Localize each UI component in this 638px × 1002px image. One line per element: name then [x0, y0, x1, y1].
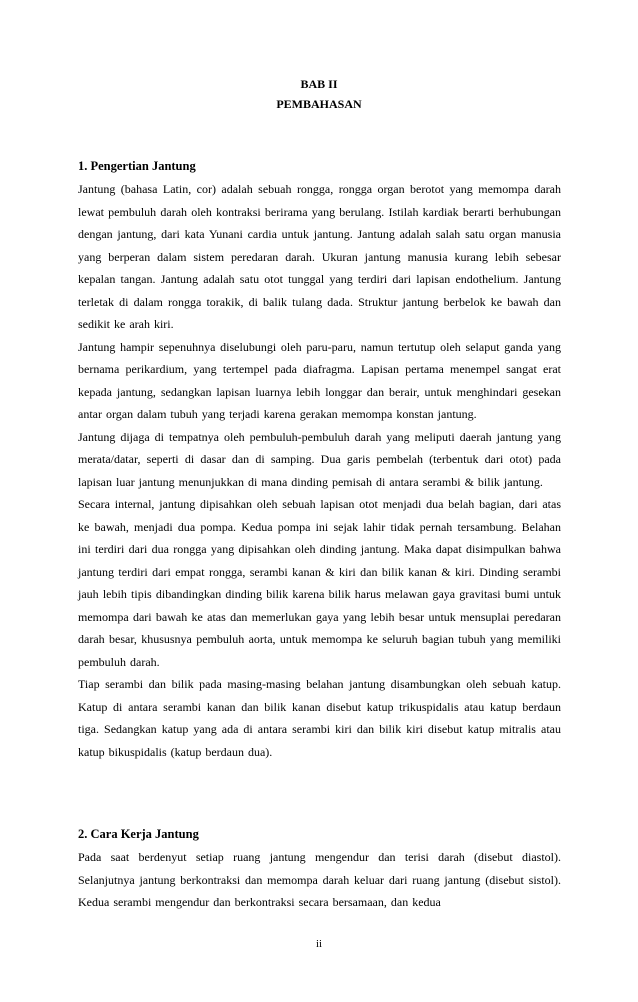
section-body-cara-kerja [78, 846, 561, 914]
section-title-cara-kerja: 2. Cara Kerja Jantung [78, 827, 199, 841]
section-body-pengertian [78, 178, 561, 763]
paragraph: Jantung hampir sepenuhnya diselubungi oleh paru-paru, namun tertutup oleh selaput ganda yang bernama perikardium, yang tertempel pada diafragma. Lapisan pertama menempel sangat erat kepada jantung, sedangkan lapisan luarnya lebih longgar dan berair, untuk menghindari gesekan antar organ dalam tubuh yang terjadi karena gerakan memompa konstan jantung. [78, 339, 561, 421]
section-title-pengertian: 1. Pengertian Jantung [78, 159, 196, 173]
paragraph: Jantung dijaga di tempatnya oleh pembuluh-pembuluh darah yang meliputi daerah jantung yang merata/datar, seperti di dasar dan di samping. Dua garis pembelah (terbentuk dari otot) pada lapisan luar jantung menunjukkan di mana dinding pemisah di antara serambi & bilik jantung. [78, 429, 561, 489]
chapter-label: BAB II [300, 77, 338, 91]
page-number: ii [315, 938, 323, 950]
paragraph: Jantung (bahasa Latin, cor) adalah sebuah rongga, rongga organ berotot yang memompa darah lewat pembuluh darah oleh kontraksi berirama yang berulang. Istilah kardiak berarti berhubungan dengan jantung, dari kata Yunani cardia untuk jantung. Jantung adalah salah satu organ manusia yang berperan dalam sistem peredaran darah. Ukuran jantung manusia kurang lebih sebesar kepalan tangan. Jantung adalah satu otot tunggal yang terdiri dari lapisan endothelium. Jantung terletak di dalam rongga torakik, di balik tulang dada. Struktur jantung berbelok ke bawah dan sedikit ke arah kiri. [78, 182, 561, 331]
paragraph: Pada saat berdenyut setiap ruang jantung mengendur dan terisi darah (disebut diastol). Selanjutnya jantung berkontraksi dan memompa darah keluar dari ruang jantung (disebut sistol). Kedua serambi mengendur dan berkontraksi secara bersamaan, dan kedua [78, 850, 561, 909]
paragraph: Tiap serambi dan bilik pada masing-masing belahan jantung disambungkan oleh sebuah katup. Katup di antara serambi kanan dan bilik kanan disebut katup trikuspidalis atau katup berdaun tiga. Sedangkan katup yang ada di antara serambi kiri dan bilik kiri disebut katup mitralis atau katup bikuspidalis (katup berdaun dua). [78, 677, 561, 759]
chapter-title: PEMBAHASAN [276, 97, 362, 111]
paragraph: Secara internal, jantung dipisahkan oleh sebuah lapisan otot menjadi dua belah bagian, dari atas ke bawah, menjadi dua pompa. Kedua pompa ini sejak lahir tidak pernah tersambung. Belahan ini terdiri dari dua rongga yang dipisahkan oleh dinding jantung. Maka dapat disimpulkan bahwa jantung terdiri dari empat rongga, serambi kanan & kiri dan bilik kanan & kiri. Dinding serambi jauh lebih tipis dibandingkan dinding bilik karena bilik harus melawan gaya gravitasi bumi untuk memompa dari bawah ke atas dan memerlukan gaya yang lebih besar untuk mensuplai peredaran darah besar, khususnya pembuluh aorta, untuk memompa ke seluruh bagian tubuh yang memiliki pembuluh darah. [78, 497, 561, 669]
